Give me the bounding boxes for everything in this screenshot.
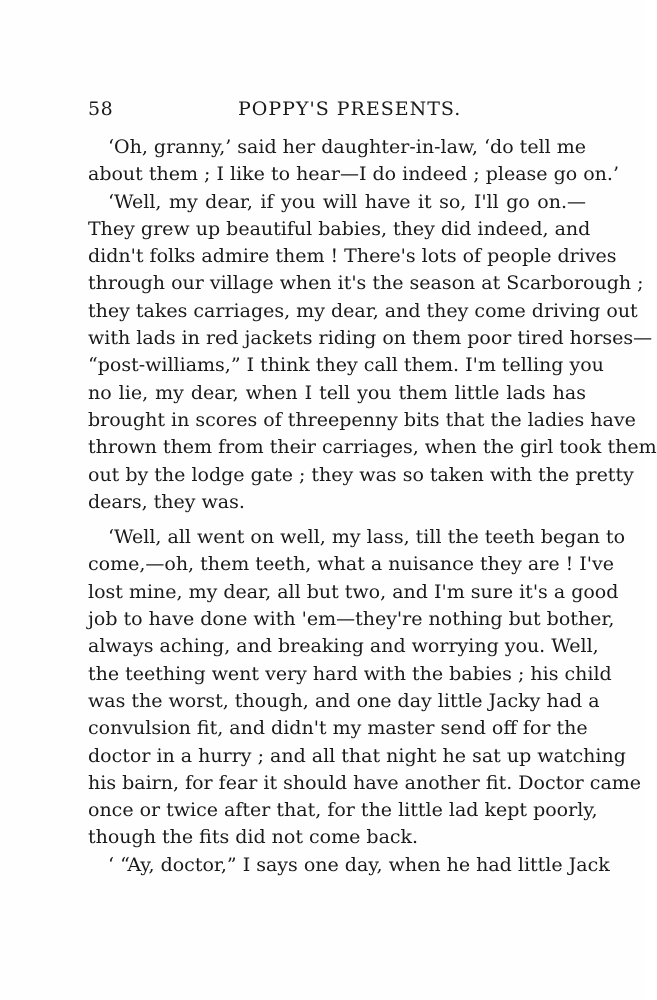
text-line: job to have done with 'em—they're nothing but bother, — [88, 608, 615, 631]
text-line: no lie, my dear, when I tell you them little lads has — [88, 381, 586, 404]
running-title: POPPY'S PRESENTS. — [238, 98, 462, 120]
text-line: brought in scores of threepenny bits that the ladies have — [88, 408, 636, 431]
text-line: lost mine, my dear, all but two, and I'm sure it's a good — [88, 580, 619, 603]
page-number: 58 — [88, 98, 114, 120]
text-line: they takes carriages, my dear, and they come driving out — [88, 299, 638, 322]
text-line: “post-williams,” I think they call them. I'm telling you — [88, 354, 604, 377]
text-line: once or twice after that, for the little lad kept poorly, — [88, 799, 598, 822]
text-line: ‘Well, my dear, if you will have it so, I'll go on.— — [108, 190, 586, 213]
text-line: dears, they was. — [88, 490, 245, 513]
text-line: come,—oh, them teeth, what a nuisance they are ! I've — [88, 553, 615, 576]
text-line: with lads in red jackets riding on them poor tired horses— — [88, 327, 653, 350]
text-line: out by the lodge gate ; they was so taken with the pretty — [88, 463, 634, 486]
text-line: They grew up beautiful babies, they did indeed, and — [88, 217, 591, 240]
text-line: the teething went very hard with the babies ; his child — [88, 662, 612, 685]
text-line: ‘ “Ay, doctor,” I says one day, when he had little Jack — [108, 853, 610, 876]
text-line: thrown them from their carriages, when the girl took them — [88, 436, 657, 459]
body-text — [88, 134, 657, 879]
text-line: though the fits did not come back. — [88, 826, 419, 849]
text-line: didn't folks admire them ! There's lots of people drives — [88, 245, 617, 268]
text-line: ‘Well, all went on well, my lass, till the teeth began to — [108, 526, 626, 549]
text-line: doctor in a hurry ; and all that night he sat up watching — [88, 744, 626, 767]
text-line: convulsion fit, and didn't my master send off for the — [88, 717, 588, 740]
page-header — [88, 98, 586, 126]
text-line: about them ; I like to hear—I do indeed ; please go on.’ — [88, 163, 619, 186]
text-line: ‘Oh, granny,’ said her daughter-in-law, ‘do tell me — [108, 136, 587, 158]
text-line: his bairn, for fear it should have another fit. Doctor came — [88, 771, 642, 794]
text-line: was the worst, though, and one day little Jacky had a — [88, 689, 600, 712]
text-line: always aching, and breaking and worrying you. Well, — [88, 635, 599, 658]
text-line: through our village when it's the season at Scarborough ; — [88, 272, 644, 295]
